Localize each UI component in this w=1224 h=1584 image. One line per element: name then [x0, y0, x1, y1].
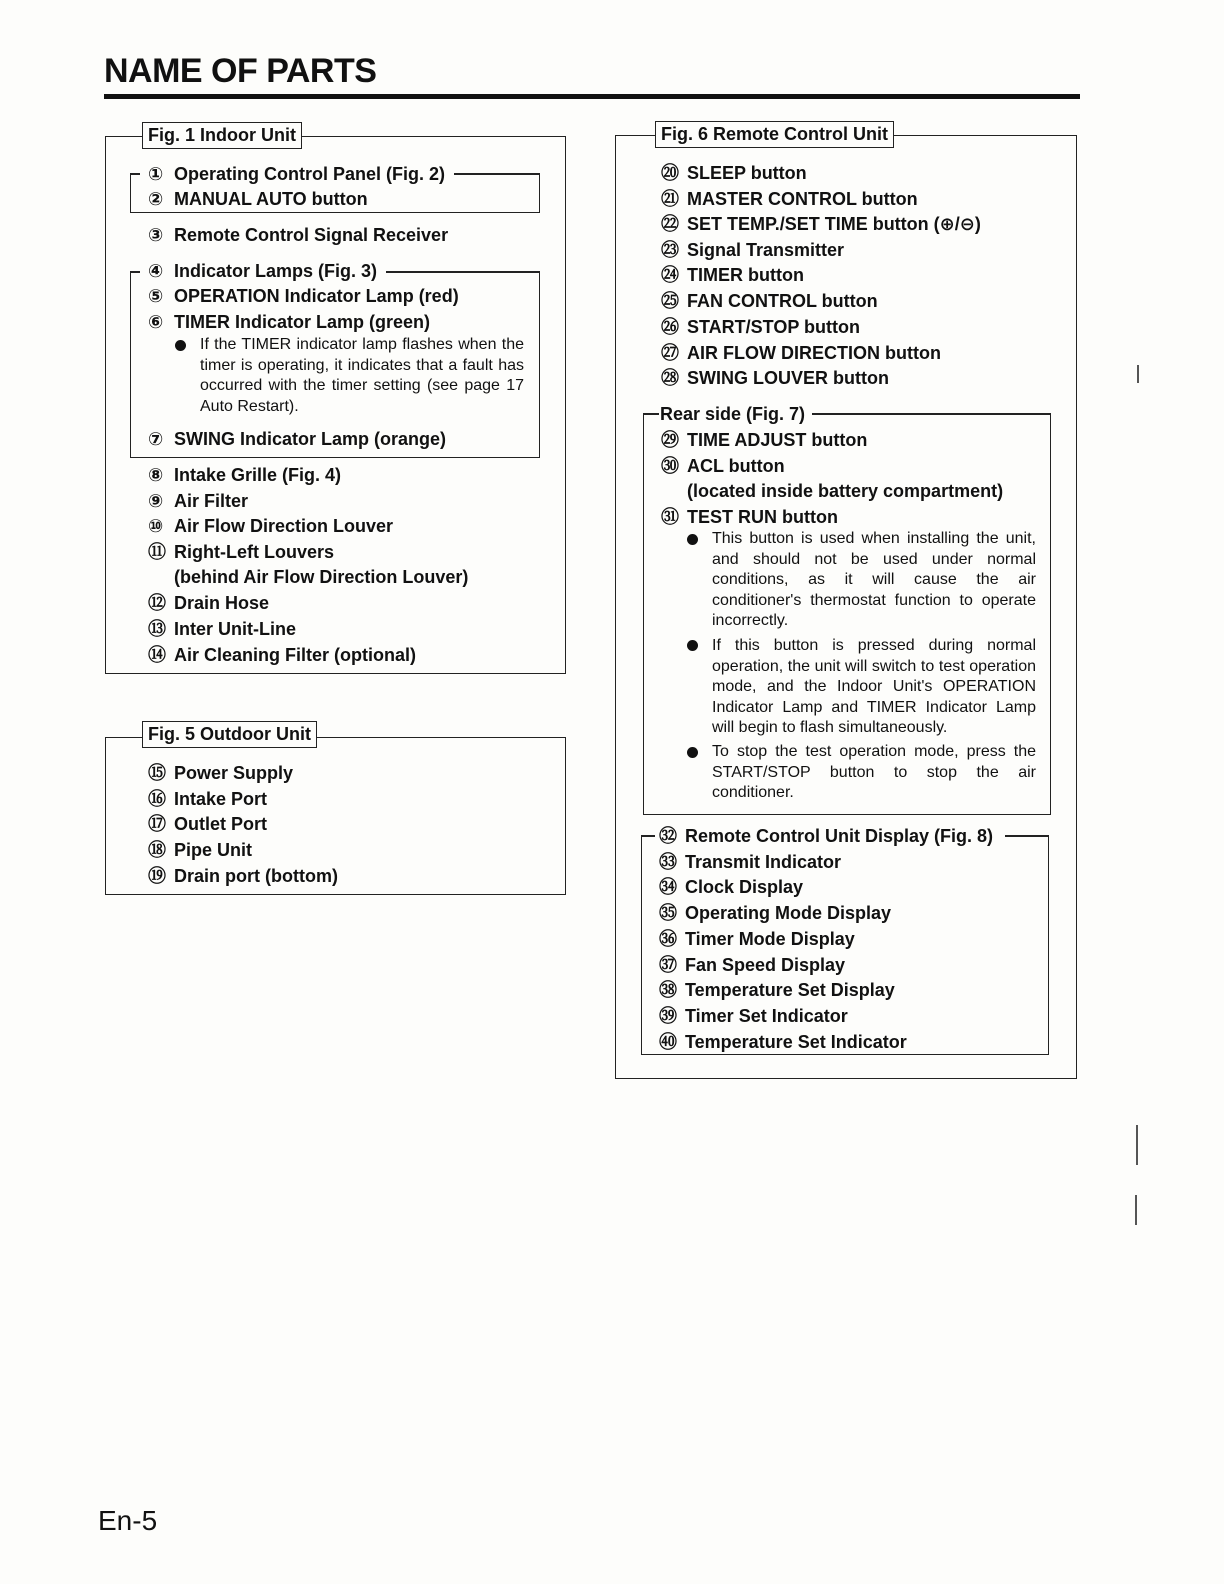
fig6-item-20: ⑳ SLEEP button [661, 163, 807, 183]
display-item-34: ㉞ Clock Display [659, 877, 804, 897]
fig6-item-21: ㉑ MASTER CONTROL button [661, 189, 918, 209]
display-item-33: ㉝ Transmit Indicator [659, 852, 842, 872]
fig1-item-7: ⑦ SWING Indicator Lamp (orange) [148, 429, 447, 449]
fig1-lamp-group-top [130, 271, 140, 273]
fig6-item-29: ㉙ TIME ADJUST button [661, 430, 868, 450]
display-item-39: ㊴ Timer Set Indicator [659, 1006, 848, 1026]
fig1-item-4: ④ Indicator Lamps (Fig. 3) [148, 261, 378, 281]
fig5-item-15: ⑮ Power Supply [148, 763, 294, 783]
fig6-item-30: ㉚ ACL button [661, 456, 785, 476]
rear-side-heading: Rear side (Fig. 7) [660, 404, 806, 424]
fig5-item-16: ⑯ Intake Port [148, 789, 268, 809]
title-rule [104, 94, 1080, 99]
rear-side-group-top-right [812, 413, 1051, 415]
display-item-36: ㊱ Timer Mode Display [659, 929, 855, 949]
fig6-item-27: ㉗ AIR FLOW DIRECTION button [661, 343, 941, 363]
page-number: En-5 [98, 1505, 158, 1536]
display-item-32: ㉜ Remote Control Unit Display (Fig. 8) [659, 826, 994, 846]
fig5-item-18: ⑱ Pipe Unit [148, 840, 253, 860]
fig1-item-11: ⑪ Right-Left Louvers [148, 542, 334, 562]
fig1-timer-note: If the TIMER indicator lamp flashes when the timer is operating, it indicates that a fault has occurred with the timer setting (see page 17 Auto Restart). [200, 336, 524, 415]
display-item-37: ㊲ Fan Speed Display [659, 955, 846, 975]
fig1-item-10: ⑩ Air Flow Direction Louver [148, 516, 394, 536]
test-note-bullet-1 [687, 534, 698, 545]
fig1-item-1: ① Operating Control Panel (Fig. 2) [148, 164, 446, 184]
test-note-1: This button is used when installing the unit, and should not be used under normal conditions, as it will cause the air conditioner's thermostat function to operate incorrectly. [712, 530, 1036, 629]
display-item-38: ㊳ Temperature Set Display [659, 980, 895, 1000]
display-item-35: ㉟ Operating Mode Display [659, 903, 892, 923]
fig1-panel-group-top [130, 173, 140, 175]
scan-mark [1136, 1125, 1138, 1165]
test-note-bullet-3 [687, 747, 698, 758]
fig1-panel-group-top-right [454, 173, 540, 175]
page-title: NAME OF PARTS [104, 52, 377, 90]
fig6-item-24: ㉔ TIMER button [661, 265, 804, 285]
display-group-top-right [1005, 835, 1049, 837]
fig5-item-17: ⑰ Outlet Port [148, 814, 267, 834]
fig6-heading: Fig. 6 Remote Control Unit [655, 121, 894, 148]
scan-mark [1135, 1195, 1137, 1225]
fig5-item-19: ⑲ Drain port (bottom) [148, 866, 338, 886]
fig1-item-3: ③ Remote Control Signal Receiver [148, 225, 449, 245]
fig1-item-13: ⑬ Inter Unit-Line [148, 619, 296, 639]
fig1-item-6: ⑥ TIMER Indicator Lamp (green) [148, 312, 431, 332]
test-note-2: If this button is pressed during normal operation, the unit will switch to test operation mode, and the Indoor Unit's OPERATION Indicator Lamp and TIMER Indicator Lamp will begin to flash simultaneously. [712, 637, 1036, 736]
fig6-item-22: ㉒ SET TEMP./SET TIME button (⊕/⊖) [661, 214, 981, 234]
fig1-item-8: ⑧ Intake Grille (Fig. 4) [148, 465, 342, 485]
fig6-item-28: ㉘ SWING LOUVER button [661, 368, 889, 388]
fig5-heading: Fig. 5 Outdoor Unit [142, 721, 317, 748]
fig1-heading: Fig. 1 Indoor Unit [142, 122, 302, 149]
test-note-bullet-2 [687, 640, 698, 651]
fig1-item-12: ⑫ Drain Hose [148, 593, 270, 613]
scan-mark [1137, 365, 1139, 383]
display-item-40: ㊵ Temperature Set Indicator [659, 1032, 907, 1052]
fig6-item-26: ㉖ START/STOP button [661, 317, 860, 337]
fig1-note-bullet [175, 340, 186, 351]
fig6-item-23: ㉓ Signal Transmitter [661, 240, 845, 260]
fig1-item-14: ⑭ Air Cleaning Filter (optional) [148, 645, 416, 665]
fig1-item-5: ⑤ OPERATION Indicator Lamp (red) [148, 286, 459, 306]
fig6-item-25: ㉕ FAN CONTROL button [661, 291, 878, 311]
fig1-item-2: ② MANUAL AUTO button [148, 189, 368, 209]
fig6-item-31: ㉛ TEST RUN button [661, 507, 838, 527]
display-group-top [641, 835, 655, 837]
fig1-item-11-cont: (behind Air Flow Direction Louver) [174, 567, 469, 587]
rear-side-group-top [643, 413, 659, 415]
fig1-item-9: ⑨ Air Filter [148, 491, 249, 511]
test-note-3: To stop the test operation mode, press the START/STOP button to stop the air conditioner. [712, 743, 1036, 801]
fig1-lamp-group-top-right [386, 271, 540, 273]
fig6-item-30-cont: (located inside battery compartment) [687, 481, 1004, 501]
